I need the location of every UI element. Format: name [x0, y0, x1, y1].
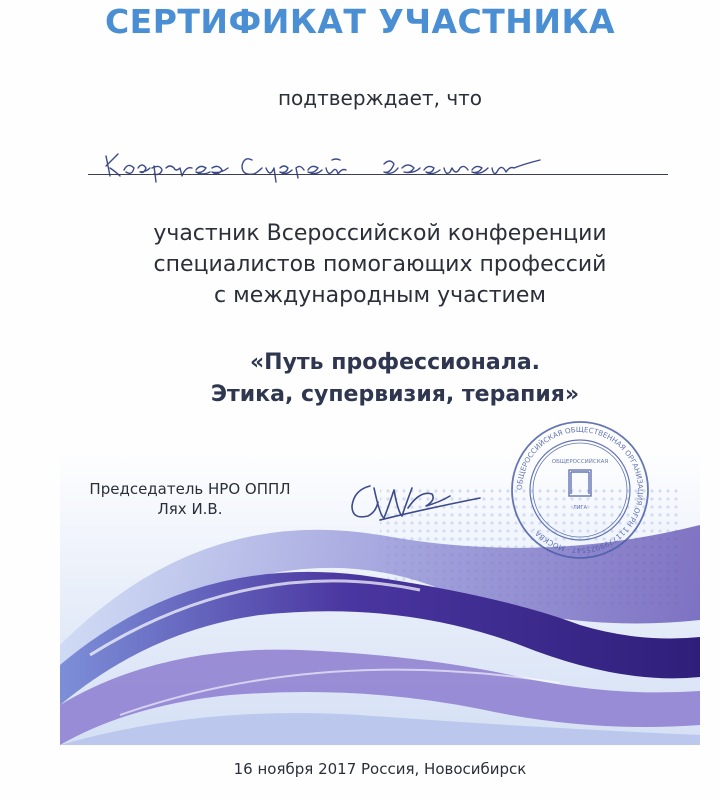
certificate-body [0, 218, 720, 311]
chair-title: Председатель НРО ОППЛ [89, 480, 291, 498]
body-line-2: специалистов помогающих профессий [153, 252, 607, 277]
event-title-line-2: Этика, супервизия, терапия» [210, 382, 580, 407]
body-line-3: с международным участием [214, 283, 546, 308]
chair-signature-block [0, 479, 380, 519]
svg-text:ОБЩЕРОССИЙСКАЯ: ОБЩЕРОССИЙСКАЯ [551, 459, 609, 465]
chair-signature [340, 468, 490, 528]
event-title-line-1: «Путь профессионала. [249, 350, 541, 375]
event-title [0, 347, 720, 411]
date-location: 16 ноября 2017 Россия, Новосибирск [233, 760, 527, 778]
stamp-ring-text: ОБЩЕРОССИЙСКАЯ ОБЩЕСТВЕННАЯ ОРГАНИЗАЦИЯ ОГРН 1117799025547 · МОСКВА · [514, 424, 646, 556]
svg-text:ОБЩЕРОССИЙСКАЯ ОБЩЕСТВЕННАЯ ОР [515, 425, 645, 555]
confirms-text: подтверждает, что [277, 86, 483, 110]
svg-text:ЛИГА: ЛИГА [573, 505, 587, 511]
certificate-title: СЕРТИФИКАТ УЧАСТНИКА [104, 2, 616, 41]
organization-stamp [505, 418, 655, 563]
chair-name: Лях И.В. [157, 500, 223, 518]
body-line-1: участник Всероссийской конференции [153, 221, 607, 246]
participant-name-handwriting [84, 138, 554, 188]
participant-name-underline [88, 174, 668, 175]
